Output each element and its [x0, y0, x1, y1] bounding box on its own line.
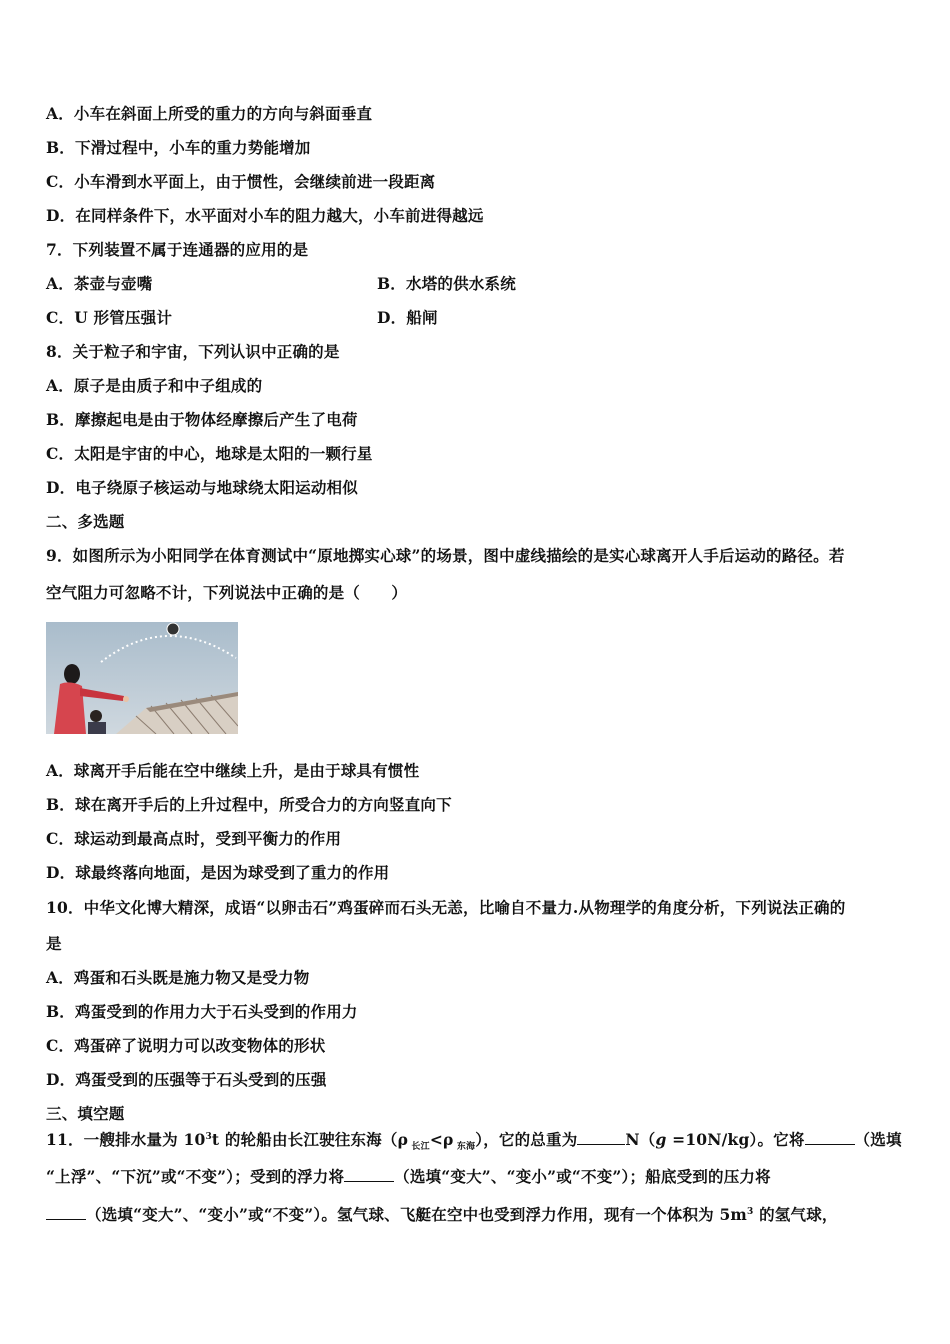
q8-option-c: C．太阳是宇宙的中心，地球是太阳的一颗行星: [46, 444, 373, 463]
q11-g-symbol: g: [655, 1130, 667, 1149]
q10-option-c: C．鸡蛋碎了说明力可以改变物体的形状: [46, 1036, 326, 1055]
q7-stem: 7．下列装置不属于连通器的应用的是: [46, 240, 309, 259]
q11-text-3: <ρ: [429, 1130, 454, 1149]
q11-blank-3[interactable]: [344, 1167, 394, 1182]
q9-stem-line2: 空气阻力可忽略不计，下列说法中正确的是（ ）: [46, 583, 408, 602]
q11-text-5: N（: [625, 1130, 656, 1149]
q9-option-a: A．球离开手后能在空中继续上升，是由于球具有惯性: [46, 761, 420, 780]
q10-option-b: B．鸡蛋受到的作用力大于石头受到的作用力: [46, 1002, 358, 1021]
q7-option-a: A．茶壶与壶嘴: [46, 274, 153, 293]
q10-stem-line2: 是: [46, 934, 62, 953]
q8-option-a: A．原子是由质子和中子组成的: [46, 376, 263, 395]
q8-option-d: D．电子绕原子核运动与地球绕太阳运动相似: [46, 478, 358, 497]
q6-option-a: A．小车在斜面上所受的重力的方向与斜面垂直: [46, 104, 373, 123]
q9-option-c: C．球运动到最高点时，受到平衡力的作用: [46, 829, 342, 848]
q11-blank-1[interactable]: [577, 1130, 625, 1145]
q9-option-b: B．球在离开手后的上升过程中，所受合力的方向竖直向下: [46, 795, 452, 814]
q7-option-b: B．水塔的供水系统: [377, 274, 516, 293]
q11-line1: [46, 1128, 902, 1152]
q11-subscript-yangtze: 长江: [408, 1142, 430, 1153]
q11-blank-4[interactable]: [46, 1205, 86, 1220]
q6-option-c: C．小车滑到水平面上，由于惯性，会继续前进一段距离: [46, 172, 436, 191]
q11-volume-exponent: 3: [747, 1206, 754, 1217]
shot-put-photo: [46, 622, 238, 734]
q11-line3-text-b: 的氢气球，: [753, 1205, 838, 1224]
q11-line2-text-b: （选填“变大”、“变小”或“不变”）；船底受到的压力将: [394, 1167, 771, 1186]
q10-stem-line1: 10．中华文化博大精深，成语“以卵击石”鸡蛋碎而石头无恙，比喻自不量力.从物理学的角度分析，下列说法正确的: [46, 898, 846, 917]
q6-option-b: B．下滑过程中，小车的重力势能增加: [46, 138, 311, 157]
q11-text-2: t 的轮船由长江驶往东海（ρ: [211, 1130, 409, 1149]
shot-put-illustration: [46, 622, 238, 734]
q11-line2: [46, 1165, 771, 1187]
q7-option-d: D．船闸: [377, 308, 438, 327]
q11-line3-text-a: （选填“变大”、“变小”或“不变”）。氢气球、飞艇在空中也受到浮力作用，现有一个体积为 5m: [86, 1205, 748, 1224]
q10-option-d: D．鸡蛋受到的压强等于石头受到的压强: [46, 1070, 327, 1089]
q8-stem: 8．关于粒子和宇宙，下列认识中正确的是: [46, 342, 340, 361]
q11-text-1: 11．一艘排水量为 10: [46, 1130, 206, 1149]
q11-text-6: =10N/kg）。它将: [666, 1130, 805, 1149]
q11-line2-text-a: “上浮”、“下沉”或“不变”）；受到的浮力将: [46, 1167, 345, 1186]
q11-text-7: （选填: [854, 1130, 902, 1149]
q11-line3: [46, 1203, 838, 1225]
section-heading-fill-in: 三、填空题: [46, 1104, 125, 1123]
section-heading-multiple-choice: 二、多选题: [46, 512, 125, 531]
q9-option-d: D．球最终落向地面，是因为球受到了重力的作用: [46, 863, 390, 882]
q9-stem-line1: 9．如图所示为小阳同学在体育测试中“原地掷实心球”的场景，图中虚线描绘的是实心球离开人手后运动的路径。若: [46, 546, 845, 565]
q6-option-d: D．在同样条件下，水平面对小车的阻力越大，小车前进得越远: [46, 206, 484, 225]
q11-subscript-east-sea: 东海: [453, 1142, 476, 1153]
q11-text-4: ），它的总重为: [475, 1130, 578, 1149]
q8-option-b: B．摩擦起电是由于物体经摩擦后产生了电荷: [46, 410, 358, 429]
q11-exponent: 3: [205, 1131, 212, 1142]
q11-blank-2[interactable]: [805, 1130, 855, 1145]
q10-option-a: A．鸡蛋和石头既是施力物又是受力物: [46, 968, 310, 987]
q7-option-c: C．U 形管压强计: [46, 308, 173, 327]
